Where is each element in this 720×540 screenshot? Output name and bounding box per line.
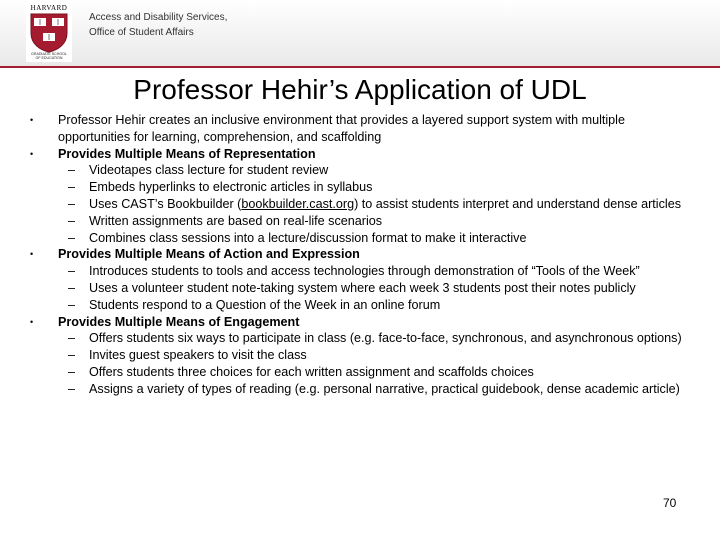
sub-bullet-item [30, 179, 700, 196]
sub-bullet-text: Written assignments are based on real-life scenarios [89, 213, 383, 228]
logo-wordmark: HARVARD [30, 4, 68, 12]
dash-icon: – [68, 180, 76, 195]
slide-header [0, 0, 720, 66]
sub-bullet-text: Assigns a variety of types of reading (e.g. personal narrative, practical guidebook, dense academic article) [89, 381, 680, 396]
bullet-item [30, 246, 700, 263]
sub-bullet-item [30, 297, 700, 314]
sub-bullet-item [30, 263, 700, 280]
header-divider [0, 66, 720, 68]
dash-icon: – [68, 280, 76, 295]
bullet-text: Provides Multiple Means of Action and Expression [58, 247, 360, 262]
bookbuilder-link[interactable]: bookbuilder.cast.org [241, 196, 355, 211]
bullet-list [30, 112, 700, 398]
sub-bullet-text: Offers students three choices for each written assignment and scaffolds choices [89, 364, 534, 379]
page-number: 70 [663, 496, 677, 510]
bullet-text: Provides Multiple Means of Engagement [58, 314, 300, 329]
org-line-1: Access and Disability Services, [89, 12, 228, 23]
harvard-logo [26, 4, 72, 62]
sub-bullet-text: Uses CAST’s Bookbuilder ( [89, 196, 242, 211]
shield-icon [30, 13, 68, 53]
sub-bullet-item [30, 280, 700, 297]
bullet-text: Professor Hehir creates an inclusive environment that provides a layered support system with multiple opportunities for learning, comprehension, and scaffolding [58, 113, 625, 144]
dash-icon: – [68, 230, 76, 245]
sub-bullet-text: Videotapes class lecture for student review [89, 163, 329, 178]
sub-bullet-text: Combines class sessions into a lecture/discussion format to make it interactive [89, 230, 527, 245]
logo-subtitle: GRADUATE SCHOOL OF EDUCATION [31, 52, 67, 60]
sub-bullet-text: Offers students six ways to participate in class (e.g. face-to-face, synchronous, and asynchronous options) [89, 331, 682, 346]
dash-icon: – [68, 364, 76, 379]
bullet-icon: • [30, 148, 34, 159]
dash-icon: – [68, 331, 76, 346]
bullet-icon: • [30, 249, 34, 260]
bullet-item [30, 146, 700, 163]
sub-bullet-text: Embeds hyperlinks to electronic articles in syllabus [89, 180, 373, 195]
dash-icon: – [68, 196, 76, 211]
sub-bullet-item [30, 230, 700, 247]
sub-bullet-text: Uses a volunteer student note-taking system where each week 3 students post their notes publicly [89, 280, 636, 295]
bullet-icon: • [30, 316, 34, 327]
sub-bullet-item [30, 381, 700, 398]
bullet-icon: • [30, 115, 34, 125]
bullet-text: Provides Multiple Means of Representation [58, 146, 316, 161]
sub-bullet-text: Introduces students to tools and access technologies through demonstration of “Tools of the Week” [89, 264, 640, 279]
dash-icon: – [68, 213, 76, 228]
slide-title: Professor Hehir’s Application of UDL [133, 74, 587, 105]
dash-icon: – [68, 348, 76, 363]
bullet-item [30, 112, 700, 146]
sub-bullet-text: Invites guest speakers to visit the class [89, 348, 307, 363]
sub-bullet-item [30, 162, 700, 179]
sub-bullet-item [30, 330, 700, 347]
sub-bullet-text: Students respond to a Question of the Week in an online forum [89, 297, 441, 312]
dash-icon: – [68, 297, 76, 312]
dash-icon: – [68, 163, 76, 178]
sub-bullet-item [30, 364, 700, 381]
sub-bullet-item [30, 347, 700, 364]
org-line-2: Office of Student Affairs [89, 27, 194, 38]
dash-icon: – [68, 264, 76, 279]
sub-bullet-item [30, 196, 700, 213]
sub-bullet-item [30, 213, 700, 230]
org-name [89, 10, 227, 40]
sub-bullet-text: ) to assist students interpret and understand dense articles [354, 196, 681, 211]
dash-icon: – [68, 381, 76, 396]
bullet-item [30, 314, 700, 331]
